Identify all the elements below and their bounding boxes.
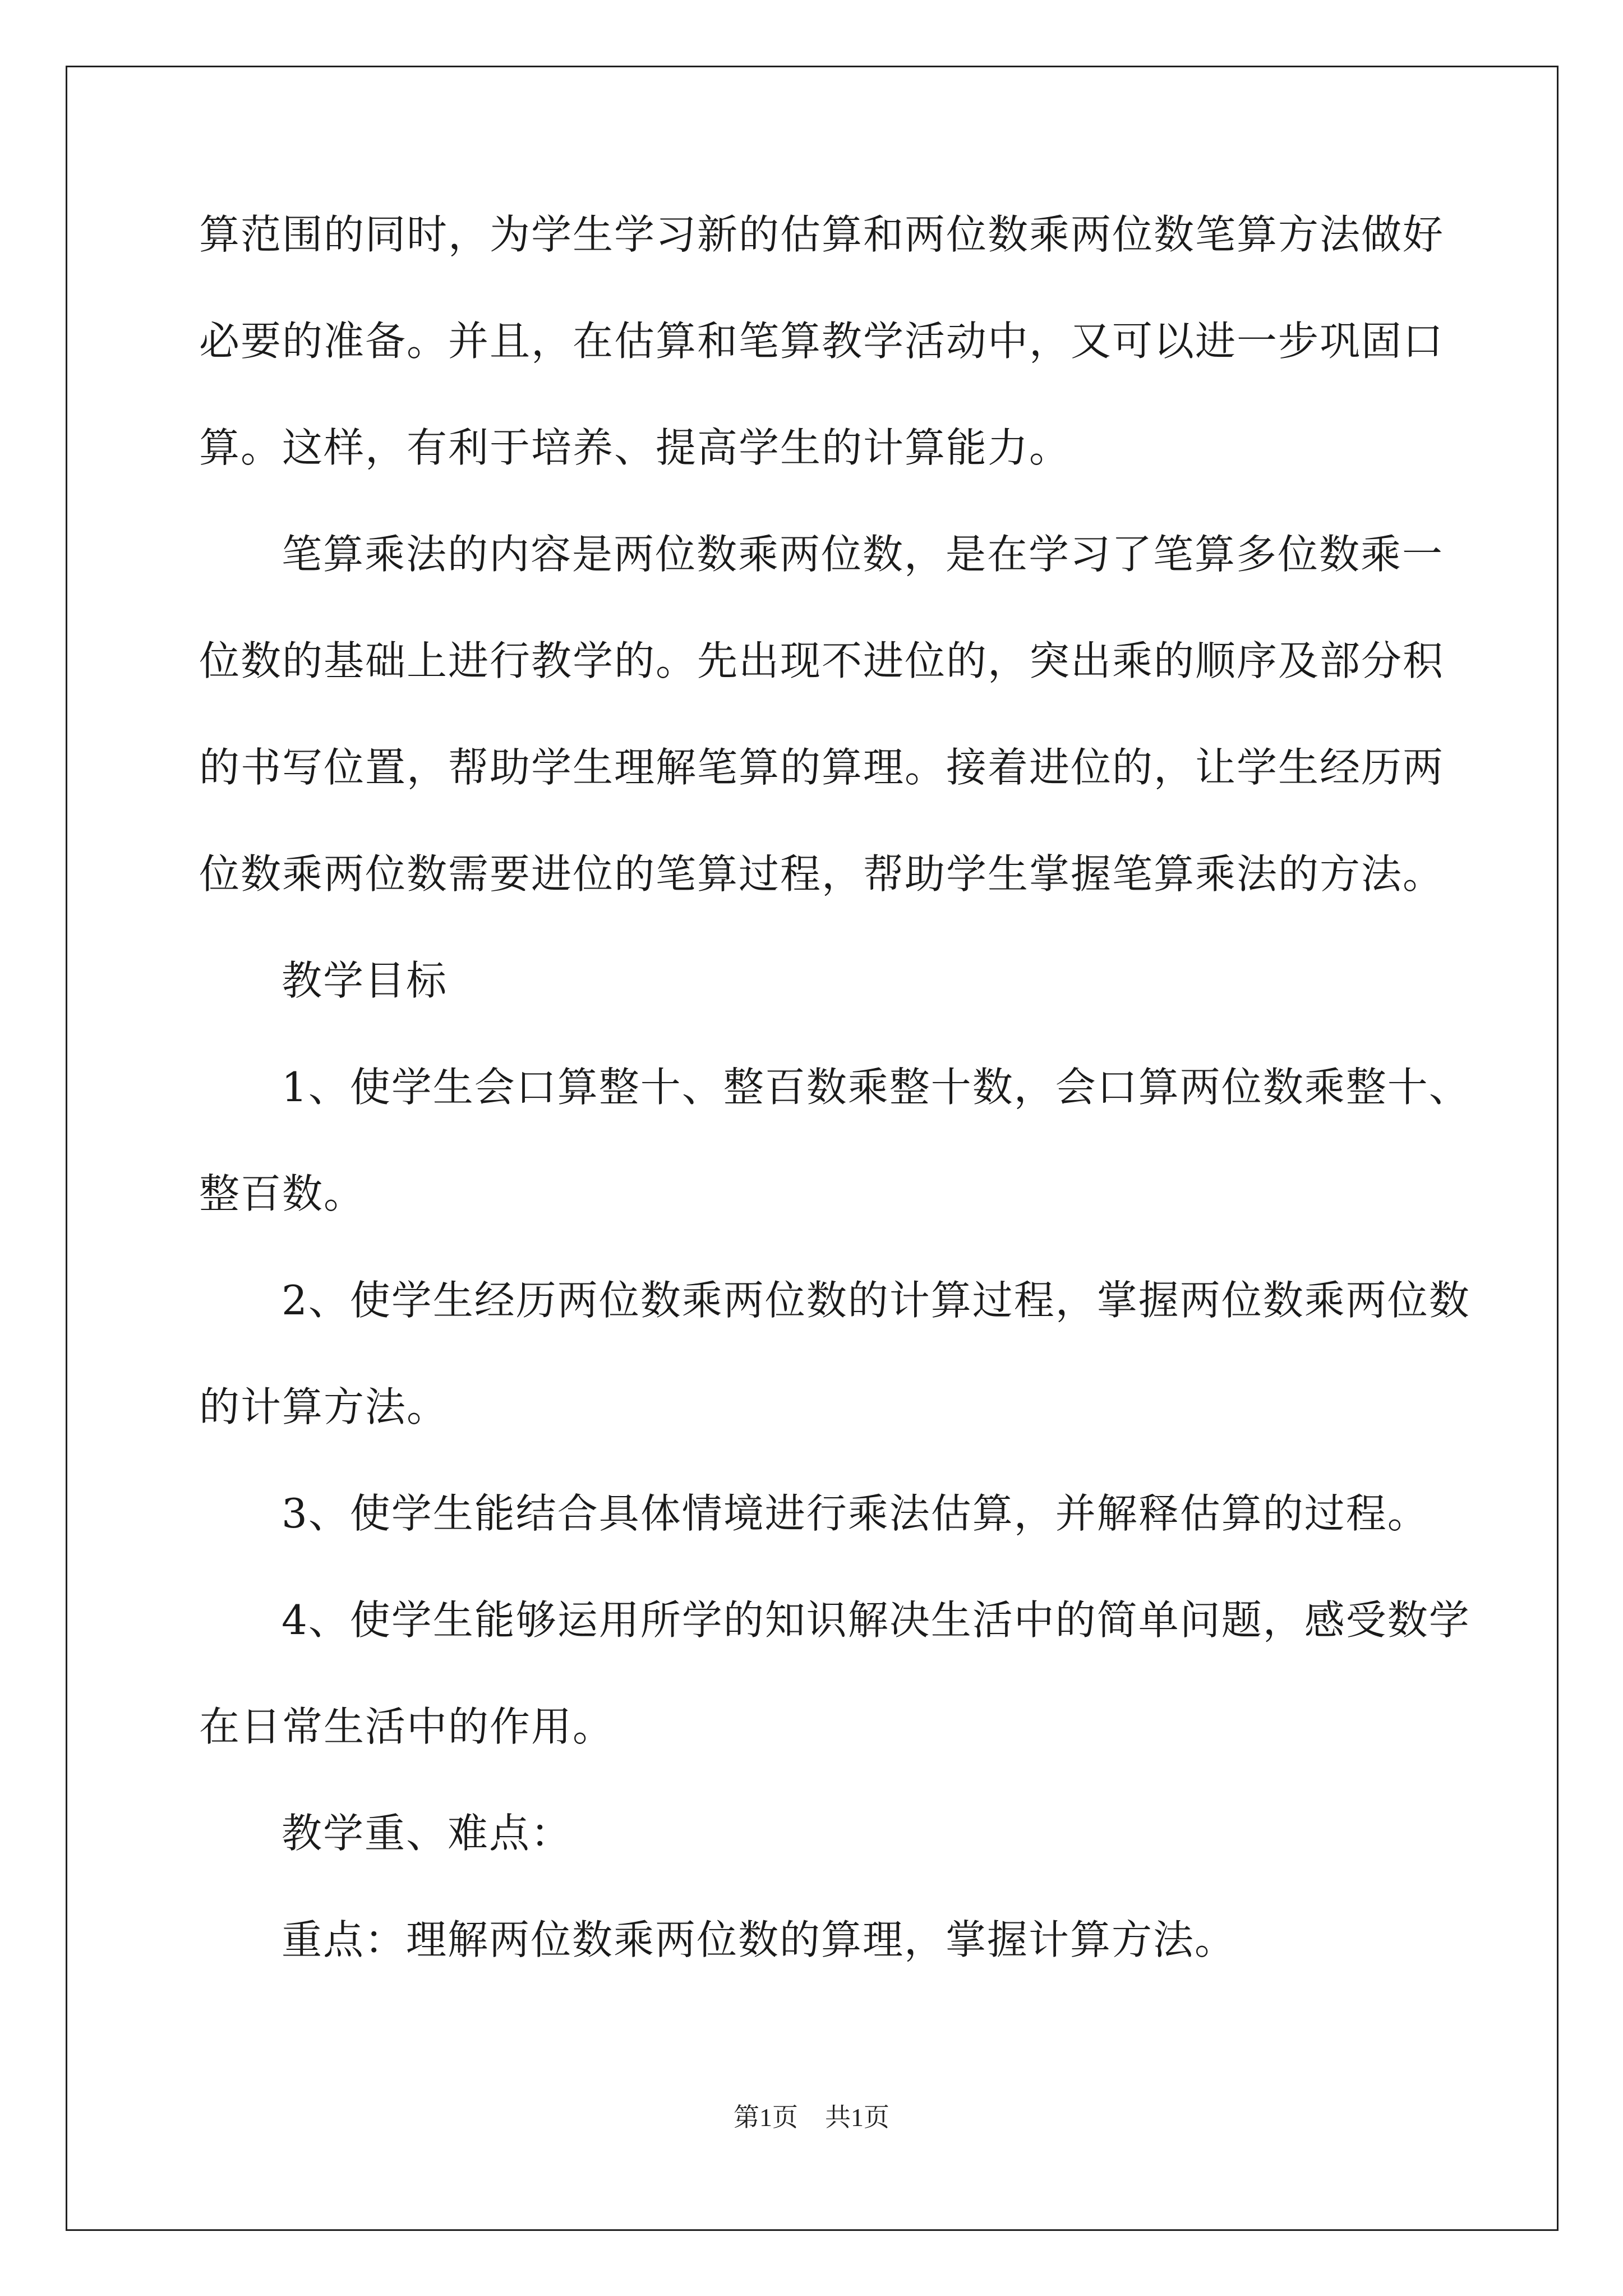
text-line: 必要的准备。并且，在估算和笔算教学活动中，又可以进一步巩固口 (199, 318, 1445, 365)
text-line: 整百数。 (199, 1170, 366, 1217)
goal-item-3: 3、使学生能结合具体情境进行乘法估算，并解释估算的过程。 (282, 1490, 1429, 1537)
goal-item-1: 1、使学生会口算整十、整百数乘整十数，会口算两位数乘整十、 (282, 1064, 1470, 1111)
section-heading-teaching-goals: 教学目标 (282, 957, 448, 1004)
paragraph-start-line: 笔算乘法的内容是两位数乘两位数，是在学习了笔算多位数乘一 (282, 531, 1444, 578)
text-line: 位数的基础上进行教学的。先出现不进位的，突出乘的顺序及部分积 (199, 637, 1445, 684)
text-line: 算。这样，有利于培养、提高学生的计算能力。 (199, 424, 1071, 471)
text-line: 算范围的同时，为学生学习新的估算和两位数乘两位数笔算方法做好 (199, 211, 1445, 258)
page-border (66, 66, 1559, 2231)
key-point-line: 重点：理解两位数乘两位数的算理，掌握计算方法。 (282, 1916, 1237, 1963)
text-line: 位数乘两位数需要进位的笔算过程，帮助学生掌握笔算乘法的方法。 (199, 850, 1445, 898)
goal-item-4: 4、使学生能够运用所学的知识解决生活中的简单问题，感受数学 (282, 1596, 1470, 1644)
text-line: 的书写位置，帮助学生理解笔算的算理。接着进位的，让学生经历两 (199, 744, 1445, 791)
text-line: 的计算方法。 (199, 1383, 449, 1430)
goal-item-2: 2、使学生经历两位数乘两位数的计算过程，掌握两位数乘两位数 (282, 1277, 1470, 1324)
page-number-total: 共1页 (825, 2103, 889, 2132)
page-footer (0, 2101, 1623, 2134)
page-number-current: 第1页 (734, 2103, 798, 2132)
section-heading-key-points: 教学重、难点： (282, 1810, 573, 1857)
text-line: 在日常生活中的作用。 (199, 1703, 615, 1750)
